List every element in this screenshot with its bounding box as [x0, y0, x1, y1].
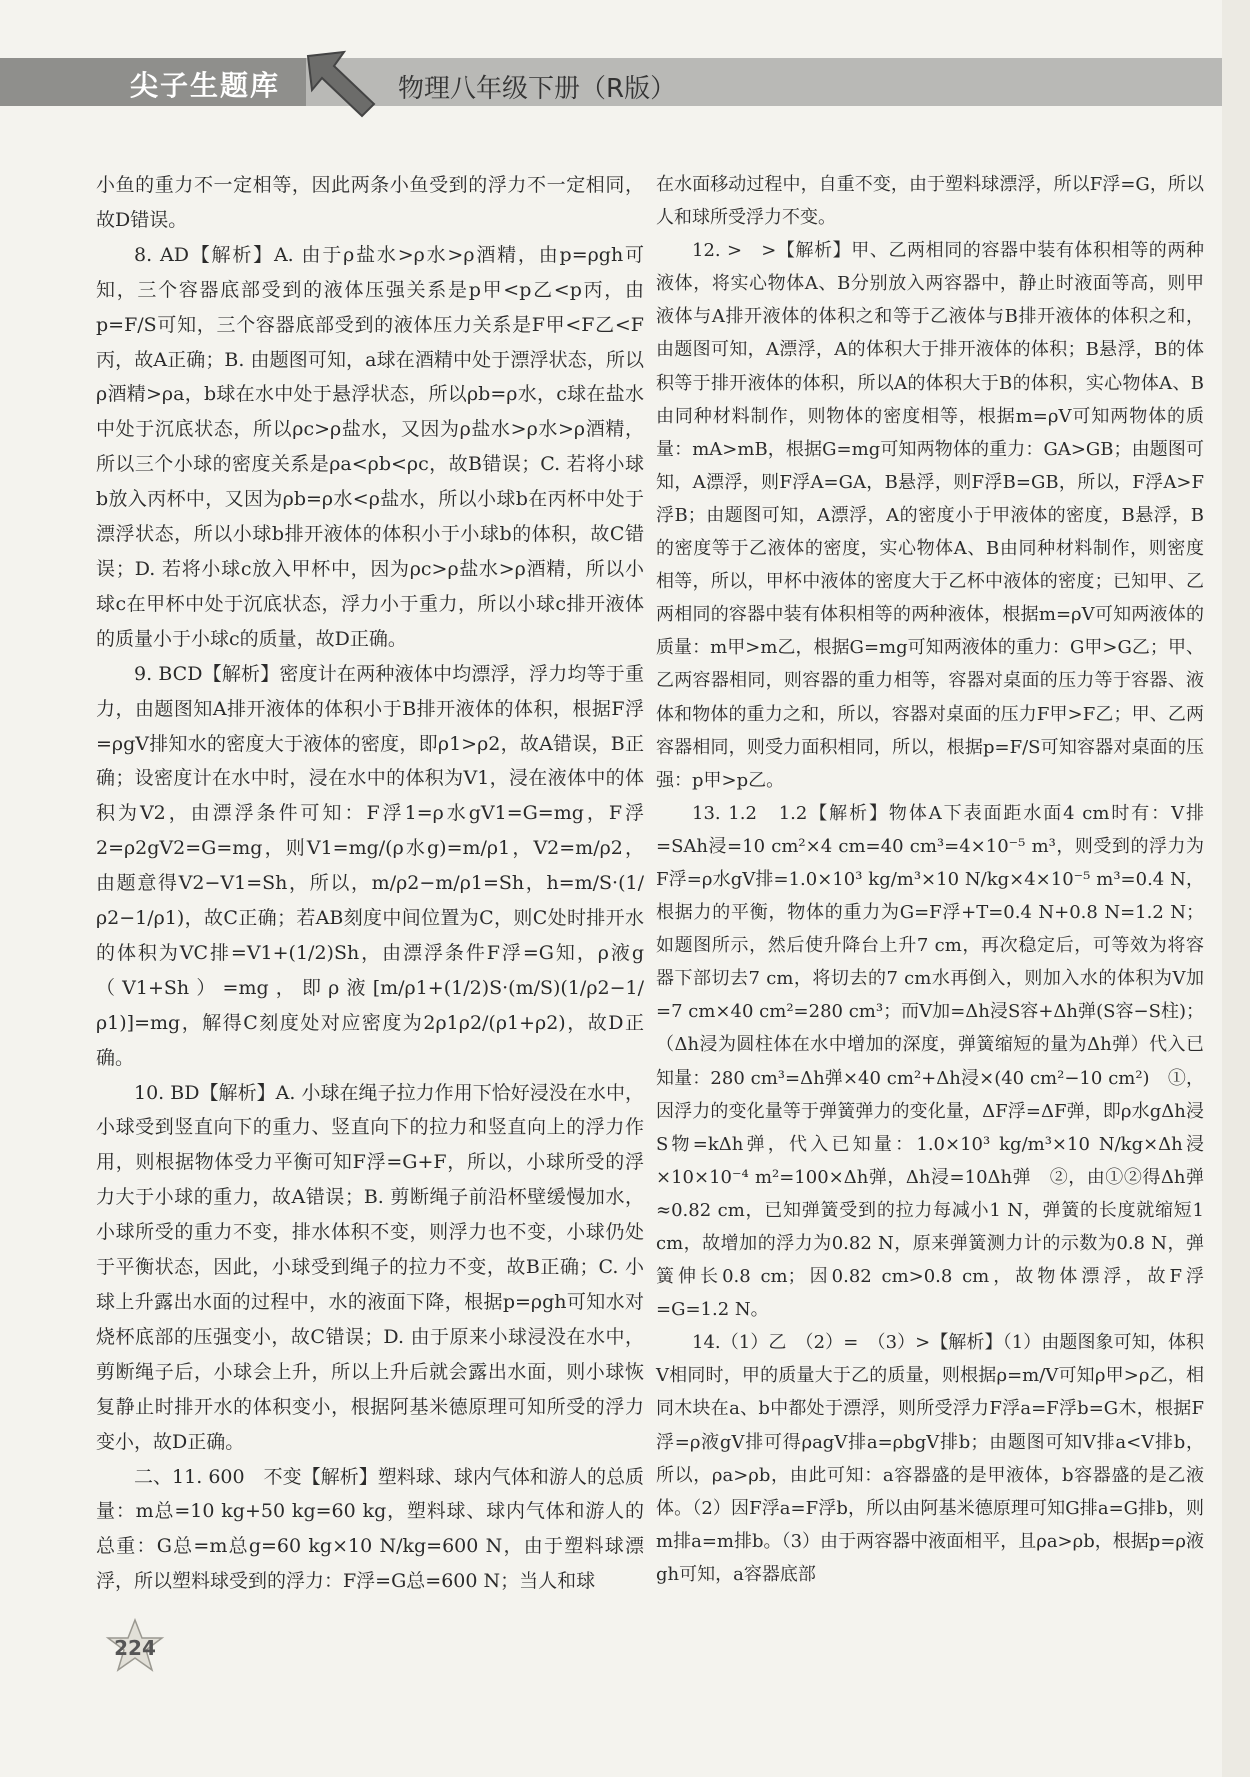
paragraph: 12. > >【解析】甲、乙两相同的容器中装有体积相等的两种液体，将实心物体A、B分别放入两容器中，静止时液面等高，则甲液体与A排开液体的体积之和等于乙液体与B排开液体的体积之和，由题图可知，A漂浮，A的体积大于排开液体的体积；B悬浮，B的体积等于排开液体的体积，所以A的体积大于B的体积，实心物体A、B由同种材料制作，则物体的密度相等，根据m=ρV可知两物体的质量：mA>mB，根据G=mg可知两物体的重力：GA>GB；由题图可知，A漂浮，则F浮A=GA，B悬浮，则F浮B=GB，所以，F浮A>F浮B；由题图可知，A漂浮，A的密度小于甲液体的密度，B悬浮，B的密度等于乙液体的密度，实心物体A、B由同种材料制作，则密度相等，所以，甲杯中液体的密度大于乙杯中液体的密度；已知甲、乙两相同的容器中装有体积相等的两种液体，根据m=ρV可知两液体的质量：m甲>m乙，根据G=mg可知两液体的重力：G甲>G乙；甲、乙两容器相同，则容器的重力相等，容器对桌面的压力等于容器、液体和物体的重力之和，所以，容器对桌面的压力F甲>F乙；甲、乙两容器相同，则受力面积相同，所以，根据p=F/S可知容器对桌面的压强：p甲>p乙。 — [656, 240, 1204, 791]
paragraph: 9. BCD【解析】密度计在两种液体中均漂浮，浮力均等于重力，由题图知A排开液体的体积小于B排开液体的体积，根据F浮=ρgV排知水的密度大于液体的密度，即ρ1>ρ2，故A错误，B正确；设密度计在水中时，浸在水中的体积为V1，浸在液体中的体积为V2，由漂浮条件可知：F浮1=ρ水gV1=G=mg，F浮2=ρ2gV2=G=mg，则V1=mg/(ρ水g)=m/ρ1，V2=m/ρ2，由题意得V2−V1=Sh，所以，m/ρ2−m/ρ1=Sh，h=m/S·(1/ρ2−1/ρ1)，故C正确；若AB刻度中间位置为C，则C处时排开水的体积为VC排=V1+(1/2)Sh，由漂浮条件F浮=G知，ρ液g（V1+Sh）=mg，即ρ液[m/ρ1+(1/2)S·(m/S)(1/ρ2−1/ρ1)]=mg，解得C刻度处对应密度为2ρ1ρ2/(ρ1+ρ2)，故D正确。 — [96, 662, 644, 1069]
page-number: 224 — [114, 1636, 156, 1660]
paragraph: 14.（1）乙 （2）= （3）>【解析】（1）由题图象可知，体积V相同时，甲的质量大于乙的质量，则根据ρ=m/V可知ρ甲>ρ乙，相同木块在a、b中都处于漂浮，则所受浮力F浮a=F浮b=G木，根据F浮=ρ液gV排可得ρagV排a=ρbgV排b；由题图可知V排a<V排b，所以，ρa>ρb，由此可知：a容器盛的是甲液体，b容器盛的是乙液体。（2）因F浮a=F浮b，所以由阿基米德原理可知G排a=G排b，则m排a=m排b。（3）由于两容器中液面相平，且ρa>ρb，根据p=ρ液gh可知，a容器底部 — [656, 1332, 1204, 1585]
brand-title: 尖子生题库 — [130, 69, 281, 102]
paragraph: 13. 1.2 1.2【解析】物体A下表面距水面4 cm时有：V排=SAh浸=10 cm²×4 cm=40 cm³=4×10⁻⁵ m³，则受到的浮力为F浮=ρ水gV排=1.0×10³ kg/m³×10 N/kg×4×10⁻⁵ m³=0.4 N，根据力的平衡，物体的重力为G=F浮+T=0.4 N+0.8 N=1.2 N；如题图所示，然后使升降台上升7 cm，再次稳定后，可等效为将容器下部切去7 cm，将切去的7 cm水再倒入，则加入水的体积为V加=7 cm×40 cm²=280 cm³；而V加=Δh浸S容+Δh弹(S容−S柱)；（Δh浸为圆柱体在水中增加的深度，弹簧缩短的量为Δh弹）代入已知量：280 cm³=Δh弹×40 cm²+Δh浸×(40 cm²−10 cm²) ①，因浮力的变化量等于弹簧弹力的变化量，ΔF浮=ΔF弹，即ρ水gΔh浸S物=kΔh弹，代入已知量：1.0×10³ kg/m³×10 N/kg×Δh浸×10×10⁻⁴ m²=100×Δh弹，Δh浸=10Δh弹 ②，由①②得Δh弹≈0.82 cm，已知弹簧受到的拉力每减小1 N，弹簧的长度就缩短1 cm，故增加的浮力为0.82 N，原来弹簧测力计的示数为0.8 N，弹簧伸长0.8 cm；因0.82 cm>0.8 cm，故物体漂浮，故F浮=G=1.2 N。 — [656, 802, 1204, 1321]
paragraph: 8. AD【解析】A. 由于ρ盐水>ρ水>ρ酒精，由p=ρgh可知，三个容器底部受到的液体压强关系是p甲<p乙<p丙，由p=F/S可知，三个容器底部受到的液体压力关系是F甲<F乙<F丙，故A正确；B. 由题图可知，a球在酒精中处于漂浮状态，所以ρ酒精>ρa，b球在水中处于悬浮状态，所以ρb=ρ水，c球在盐水中处于沉底状态，所以ρc>ρ盐水，又因为ρ盐水>ρ水>ρ酒精，所以三个小球的密度关系是ρa<ρb<ρc，故B错误；C. 若将小球b放入丙杯中，又因为ρb=ρ水<ρ盐水，所以小球b在丙杯中处于漂浮状态，所以小球b排开液体的体积小于小球b的体积，故C错误；D. 若将小球c放入甲杯中，因为ρc>ρ盐水>ρ酒精，所以小球c在甲杯中处于沉底状态，浮力小于重力，所以小球c排开液体的质量小于小球c的质量，故D正确。 — [96, 243, 644, 650]
arrow-icon — [304, 48, 378, 118]
right-column — [656, 168, 1204, 1591]
header-brand-block — [0, 58, 306, 106]
left-column — [96, 168, 644, 1599]
paragraph: 10. BD【解析】A. 小球在绳子拉力作用下恰好浸没在水中，小球受到竖直向下的重力、竖直向下的拉力和竖直向上的浮力作用，则根据物体受力平衡可知F浮=G+F，所以，小球所受的浮力大于小球的重力，故A错误；B. 剪断绳子前沿杯壁缓慢加水，小球所受的重力不变，排水体积不变，则浮力也不变，小球仍处于平衡状态，因此，小球受到绳子的拉力不变，故B正确；C. 小球上升露出水面的过程中，水的液面下降，根据p=ρgh可知水对烧杯底部的压强变小，故C错误；D. 由于原来小球浸没在水中，剪断绳子后，小球会上升，所以上升后就会露出水面，则小球恢复静止时排开水的体积变小，根据阿基米德原理可知所受的浮力变小，故D正确。 — [96, 1081, 644, 1453]
paragraph: 在水面移动过程中，自重不变，由于塑料球漂浮，所以F浮=G，所以人和球所受浮力不变。 — [656, 174, 1204, 229]
page-number-badge — [104, 1618, 166, 1680]
page-edge-shadow — [1222, 0, 1250, 1777]
subject-title: 物理八年级下册（R版） — [398, 74, 677, 104]
paragraph: 二、11. 600 不变【解析】塑料球、球内气体和游人的总质量：m总=10 kg+50 kg=60 kg，塑料球、球内气体和游人的总重：G总=m总g=60 kg×10 N/kg=600 N，由于塑料球漂浮，所以塑料球受到的浮力：F浮=G总=600 N；当人和球 — [96, 1465, 644, 1593]
paragraph: 小鱼的重力不一定相等，因此两条小鱼受到的浮力不一定相同，故D错误。 — [96, 174, 644, 231]
